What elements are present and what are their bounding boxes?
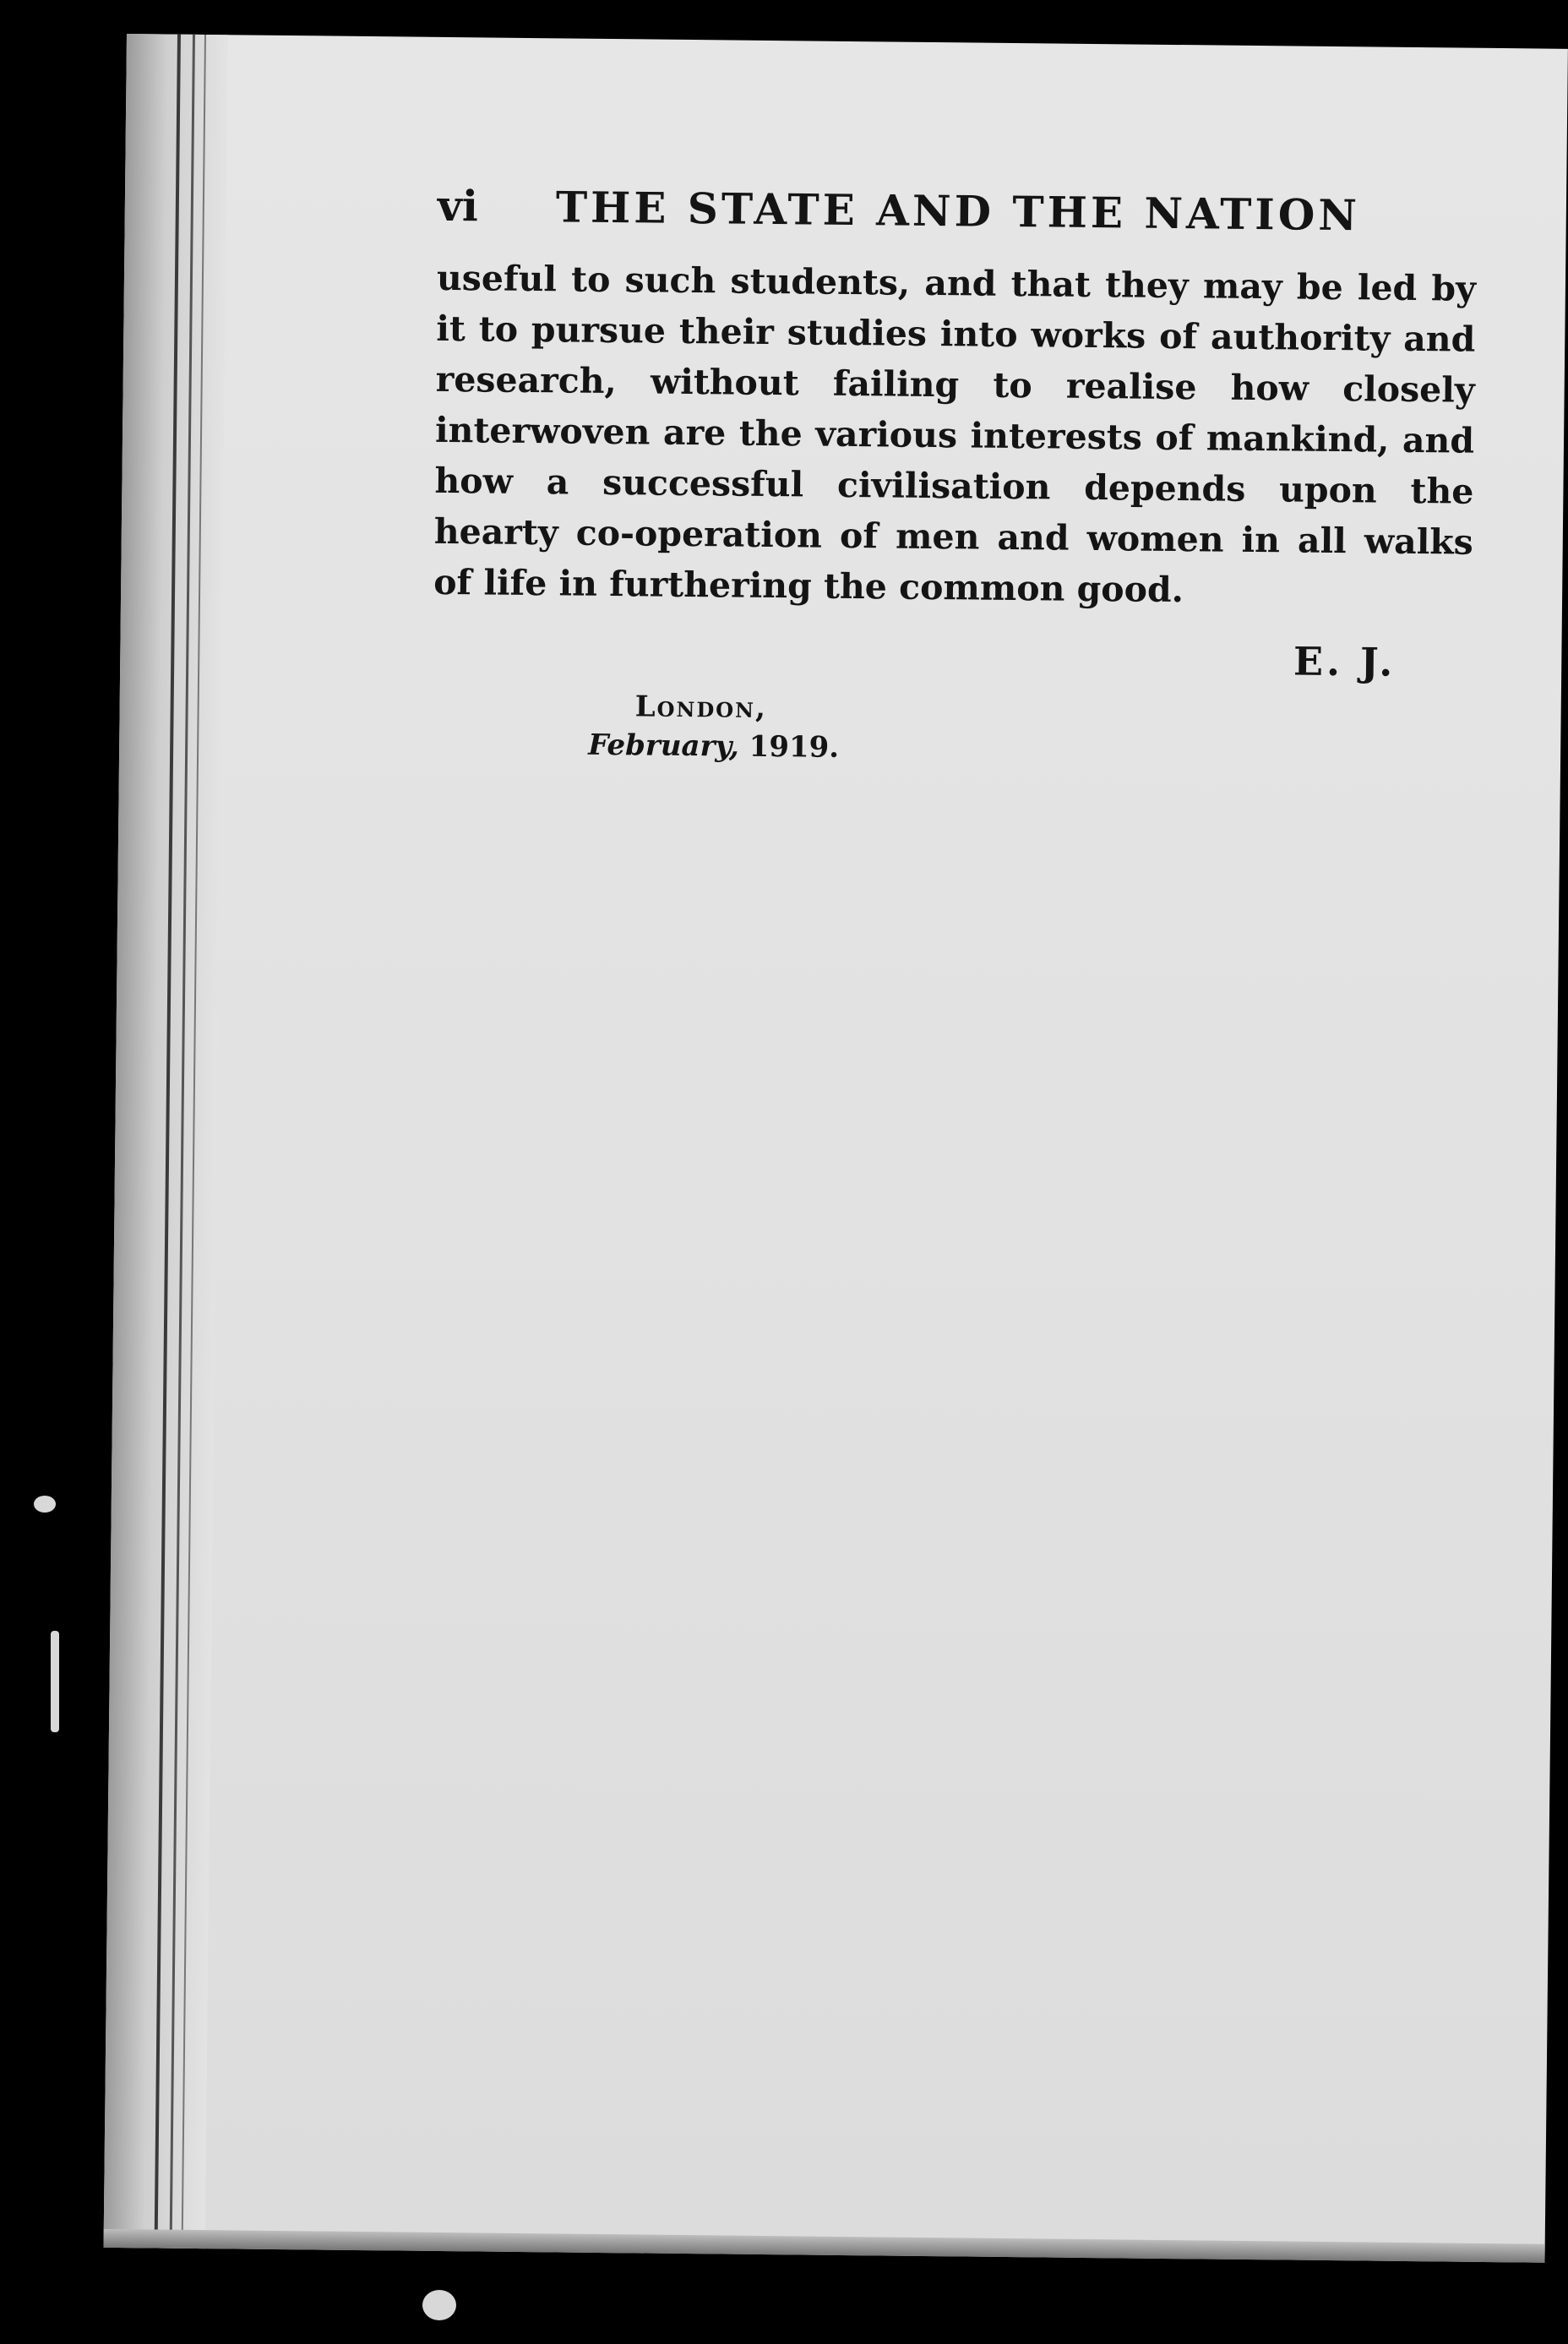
- running-title: THE STATE AND THE NATION: [555, 182, 1361, 241]
- page-number: vi: [437, 180, 479, 232]
- binding-line: [182, 35, 206, 2249]
- dateline-year: 1919.: [749, 729, 840, 765]
- dateline-date: [588, 728, 839, 765]
- page-text-block: [433, 181, 1568, 687]
- body-paragraph: useful to such students, and that they may be led by it to pursue their studies into works of authority and research, without failing to realise how closely interwoven are the various interests of mankind, and how a successful civilisation depends upon the hearty co-operation of men and women in all walks of life in furthering the common good.: [433, 257, 1477, 611]
- book-page: [104, 34, 1568, 2263]
- scan-speck: [422, 2290, 456, 2320]
- page-bottom-edge: [104, 2229, 1545, 2263]
- scan-speck: [51, 1631, 59, 1732]
- author-initials: E. J.: [1293, 638, 1396, 685]
- binding-line: [155, 35, 181, 2249]
- running-head: [438, 181, 1568, 243]
- page-binding-edge: [104, 34, 228, 2249]
- scan-speck: [34, 1496, 56, 1513]
- dateline-month: February,: [588, 728, 740, 764]
- dateline-place: London,: [634, 690, 768, 725]
- dateline: [588, 690, 840, 765]
